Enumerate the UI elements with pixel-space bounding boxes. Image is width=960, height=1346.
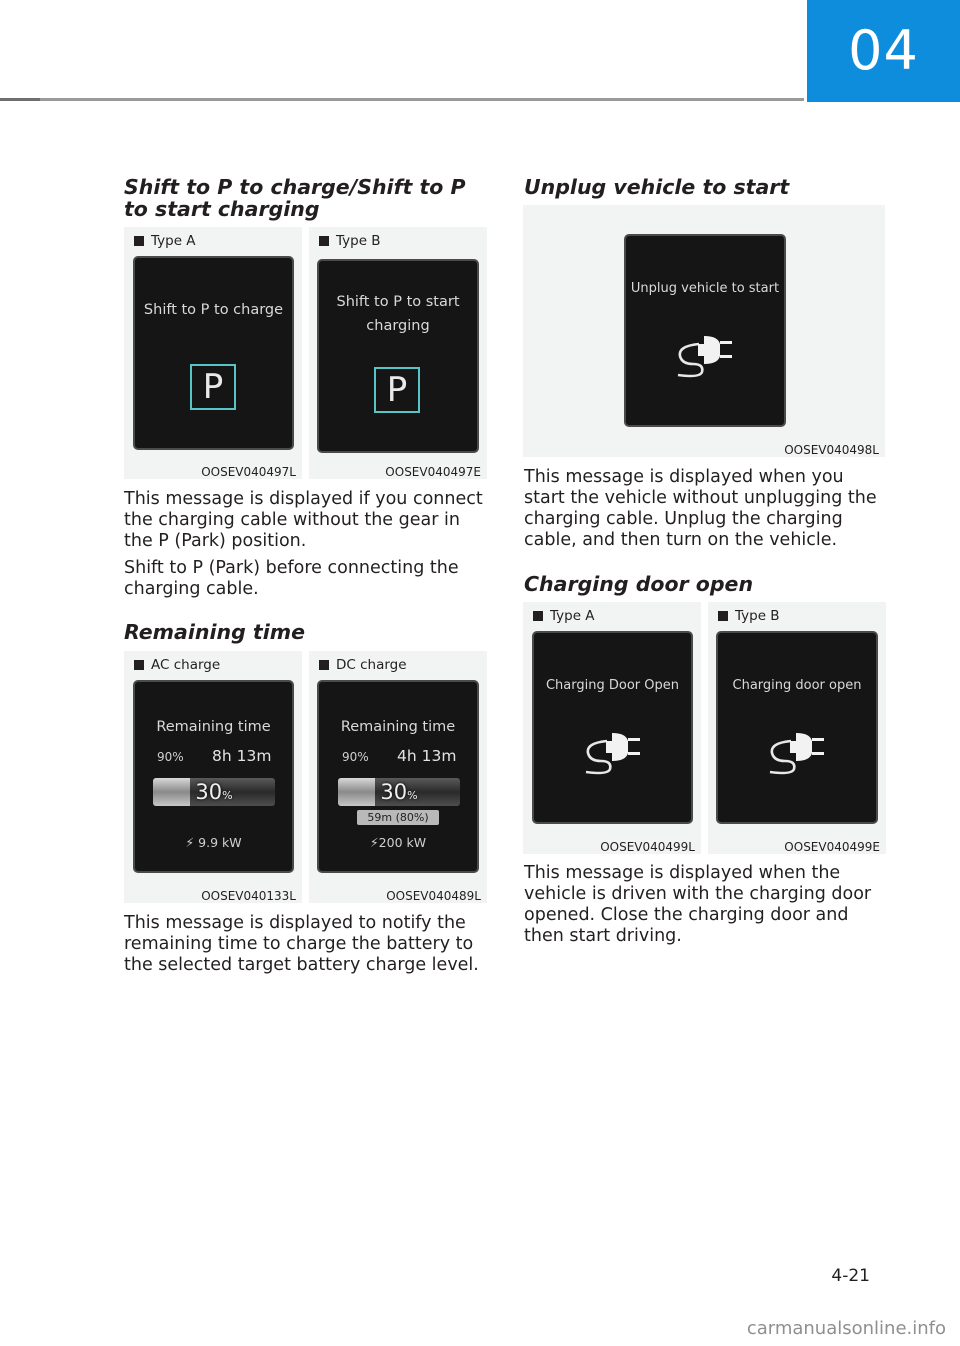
ac-charge-screen	[133, 680, 294, 873]
charging-plug-icon	[768, 731, 830, 775]
charging-plug-icon	[676, 334, 738, 378]
shift-type-a-message: Shift to P to charge	[143, 302, 284, 318]
shift-type-a-label: Type A	[134, 233, 196, 249]
shift-type-b-code: OOSEV040497E	[385, 465, 481, 479]
door-heading: Charging door open	[524, 572, 754, 596]
chapter-tab: 04	[807, 0, 960, 102]
dc-remaining-time: 4h 13m	[397, 747, 457, 765]
shift-heading: Shift to P to charge/Shift to P to start charging	[124, 175, 466, 221]
dc-charge-code: OOSEV040489L	[386, 889, 481, 903]
unplug-paragraph: This message is displayed when you start the vehicle without unplugging the charging cable. Unplug the charging cable, and then turn on the vehicle.	[524, 467, 877, 550]
shift-paragraph-1: This message is displayed if you connect the charging cable without the gear in the P (Park) position.	[124, 489, 483, 551]
dc-battery-level: 30%	[380, 780, 418, 804]
door-type-a-label: Type A	[533, 608, 595, 624]
dc-charge-power: ⚡200 kW	[369, 835, 427, 850]
dc-charge-panel	[309, 651, 487, 903]
ac-charge-panel	[124, 651, 302, 903]
square-bullet-icon	[718, 611, 728, 621]
door-paragraph: This message is displayed when the vehicle is driven with the charging door opened. Close the charging door and then start driving.	[524, 863, 872, 946]
remaining-paragraph: This message is displayed to notify the remaining time to charge the battery to the selected target battery charge level.	[124, 913, 479, 975]
square-bullet-icon	[319, 236, 329, 246]
dc-remaining-title: Remaining time	[340, 719, 456, 735]
dc-charge-screen	[317, 680, 479, 873]
ac-charge-label: AC charge	[134, 657, 220, 673]
ac-charge-code: OOSEV040133L	[201, 889, 296, 903]
door-type-a-screen	[532, 631, 693, 824]
remaining-heading: Remaining time	[124, 620, 306, 644]
park-gear-icon: P	[374, 367, 420, 413]
charging-plug-icon	[584, 731, 646, 775]
park-gear-icon: P	[190, 364, 236, 410]
ac-battery-bar	[153, 778, 275, 806]
square-bullet-icon	[134, 660, 144, 670]
door-type-a-message: Charging Door Open	[545, 678, 679, 693]
shift-type-a-code: OOSEV040497L	[201, 465, 296, 479]
dc-battery-bar	[338, 778, 460, 806]
dc-time-to-80-badge: 59m (80%)	[357, 810, 439, 825]
door-type-b-label: Type B	[718, 608, 780, 624]
door-type-b-screen	[716, 631, 878, 824]
shift-type-b-message-line1: Shift to P to start	[336, 294, 460, 310]
door-type-a-panel	[523, 602, 701, 854]
shift-type-a-screen	[133, 256, 294, 450]
shift-type-a-panel	[124, 227, 302, 479]
header-rule-accent	[0, 98, 40, 101]
unplug-heading: Unplug vehicle to start	[524, 175, 790, 199]
square-bullet-icon	[533, 611, 543, 621]
dc-target-level: 90%	[342, 750, 369, 764]
shift-type-b-screen	[317, 259, 479, 453]
door-type-b-panel	[708, 602, 886, 854]
unplug-code: OOSEV040498L	[784, 443, 879, 457]
shift-paragraph-2: Shift to P (Park) before connecting the charging cable.	[124, 558, 459, 599]
ac-remaining-time: 8h 13m	[212, 747, 272, 765]
ac-charge-power: ⚡ 9.9 kW	[185, 835, 242, 850]
shift-type-b-message-line2: charging	[366, 318, 430, 334]
header-rule	[0, 98, 804, 101]
square-bullet-icon	[319, 660, 329, 670]
shift-type-b-panel	[309, 227, 487, 479]
square-bullet-icon	[134, 236, 144, 246]
unplug-panel	[523, 205, 885, 457]
page-number: 4-21	[831, 1266, 870, 1286]
unplug-message: Unplug vehicle to start	[630, 281, 780, 296]
ac-battery-level: 30%	[195, 780, 233, 804]
unplug-screen	[624, 234, 786, 427]
dc-charge-label: DC charge	[319, 657, 407, 673]
shift-type-b-label: Type B	[319, 233, 381, 249]
door-type-a-code: OOSEV040499L	[600, 840, 695, 854]
door-type-b-code: OOSEV040499E	[784, 840, 880, 854]
watermark: carmanualsonline.info	[746, 1318, 946, 1339]
ac-remaining-title: Remaining time	[156, 719, 271, 735]
door-type-b-message: Charging door open	[732, 678, 862, 693]
ac-target-level: 90%	[157, 750, 184, 764]
